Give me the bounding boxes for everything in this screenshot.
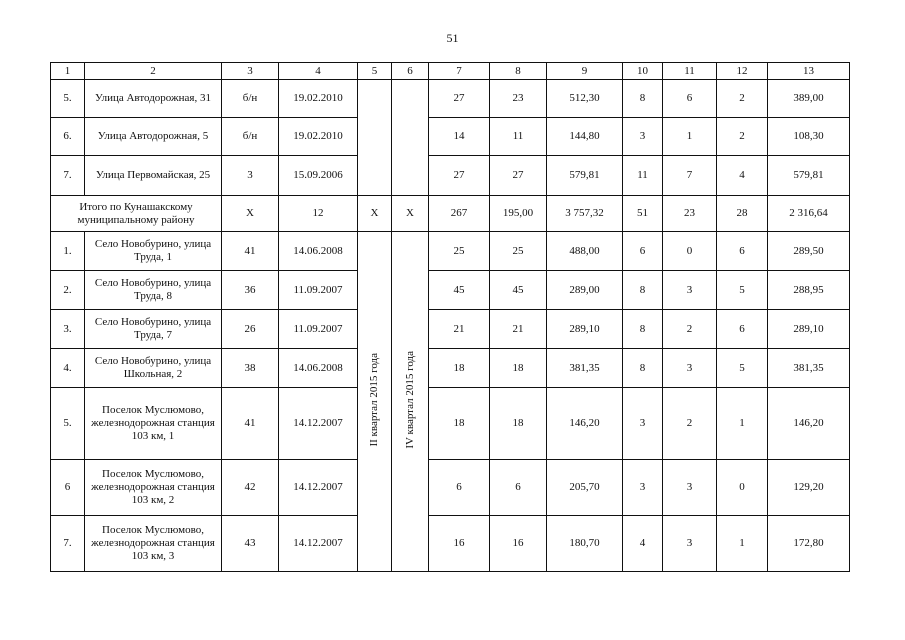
cell: 18 — [490, 388, 547, 460]
col-header: 11 — [663, 63, 717, 80]
cell: 27 — [429, 156, 490, 196]
table-row — [51, 271, 850, 310]
row-number: 5. — [51, 80, 85, 118]
cell: 16 — [490, 516, 547, 572]
address-cell: Село Новобурино, улица Школьная, 2 — [85, 349, 222, 388]
table-row — [51, 349, 850, 388]
row-number: 6 — [51, 460, 85, 516]
table-row — [51, 460, 850, 516]
date-cell: 15.09.2006 — [279, 156, 358, 196]
cell: 8 — [623, 80, 663, 118]
cell: 3 — [663, 349, 717, 388]
cell: 27 — [490, 156, 547, 196]
cell: 7 — [663, 156, 717, 196]
cell: 42 — [222, 460, 279, 516]
cell: Х — [358, 196, 392, 232]
col-header: 4 — [279, 63, 358, 80]
table-row — [51, 388, 850, 460]
cell: 579,81 — [547, 156, 623, 196]
cell: 289,10 — [768, 310, 850, 349]
address-cell: Село Новобурино, улица Труда, 1 — [85, 232, 222, 271]
cell: 108,30 — [768, 118, 850, 156]
date-cell: 11.09.2007 — [279, 271, 358, 310]
total-row — [51, 196, 850, 232]
address-cell: Улица Первомайская, 25 — [85, 156, 222, 196]
cell: 2 — [663, 310, 717, 349]
cell: 2 — [717, 118, 768, 156]
cell: б/н — [222, 118, 279, 156]
cell: 144,80 — [547, 118, 623, 156]
col-header: 8 — [490, 63, 547, 80]
cell: 289,00 — [547, 271, 623, 310]
col-header: 7 — [429, 63, 490, 80]
cell: 289,50 — [768, 232, 850, 271]
cell: 16 — [429, 516, 490, 572]
cell: 6 — [490, 460, 547, 516]
cell: 5 — [717, 271, 768, 310]
cell: Х — [392, 196, 429, 232]
cell: 18 — [429, 349, 490, 388]
date-cell: 14.06.2008 — [279, 349, 358, 388]
cell: 3 — [663, 271, 717, 310]
cell: 36 — [222, 271, 279, 310]
quarter-label: IV квартал 2015 года — [403, 350, 416, 449]
cell: 512,30 — [547, 80, 623, 118]
col-header: 12 — [717, 63, 768, 80]
empty-cell — [358, 80, 392, 196]
table-row — [51, 80, 850, 118]
quarter-cell-col6 — [392, 232, 429, 572]
cell: 18 — [429, 388, 490, 460]
cell: 6 — [663, 80, 717, 118]
cell: 38 — [222, 349, 279, 388]
cell: 4 — [623, 516, 663, 572]
table-row — [51, 118, 850, 156]
cell: 1 — [717, 388, 768, 460]
cell: 2 — [717, 80, 768, 118]
cell: 172,80 — [768, 516, 850, 572]
cell: 1 — [663, 118, 717, 156]
cell: 11 — [623, 156, 663, 196]
table-row — [51, 156, 850, 196]
cell: 3 — [623, 388, 663, 460]
cell: 146,20 — [768, 388, 850, 460]
table-row — [51, 310, 850, 349]
cell: 11 — [490, 118, 547, 156]
cell: 51 — [623, 196, 663, 232]
empty-cell — [392, 80, 429, 196]
address-cell: Село Новобурино, улица Труда, 7 — [85, 310, 222, 349]
cell: 3 — [222, 156, 279, 196]
cell: 12 — [279, 196, 358, 232]
cell: 5 — [717, 349, 768, 388]
cell: 21 — [429, 310, 490, 349]
cell: 180,70 — [547, 516, 623, 572]
cell: 0 — [663, 232, 717, 271]
cell: 195,00 — [490, 196, 547, 232]
col-header: 1 — [51, 63, 85, 80]
cell: б/н — [222, 80, 279, 118]
cell: 3 — [663, 460, 717, 516]
cell: 45 — [429, 271, 490, 310]
cell: 3 — [623, 118, 663, 156]
quarter-label: II квартал 2015 года — [368, 352, 380, 447]
cell: 488,00 — [547, 232, 623, 271]
cell: 23 — [490, 80, 547, 118]
cell: 129,20 — [768, 460, 850, 516]
cell: 389,00 — [768, 80, 850, 118]
quarter-cell-col5 — [358, 232, 392, 572]
cell: 289,10 — [547, 310, 623, 349]
date-cell: 14.12.2007 — [279, 460, 358, 516]
cell: 6 — [429, 460, 490, 516]
cell: 26 — [222, 310, 279, 349]
cell: 28 — [717, 196, 768, 232]
cell: 6 — [623, 232, 663, 271]
cell: 8 — [623, 349, 663, 388]
header-row — [51, 63, 850, 80]
total-label: Итого по Кунашакскому муниципальному району — [51, 196, 222, 232]
cell: 288,95 — [768, 271, 850, 310]
row-number: 7. — [51, 156, 85, 196]
housing-table — [50, 62, 850, 572]
address-cell: Село Новобурино, улица Труда, 8 — [85, 271, 222, 310]
cell: 23 — [663, 196, 717, 232]
col-header: 6 — [392, 63, 429, 80]
row-number: 2. — [51, 271, 85, 310]
cell: 205,70 — [547, 460, 623, 516]
table-row — [51, 232, 850, 271]
cell: 18 — [490, 349, 547, 388]
cell: 8 — [623, 271, 663, 310]
cell: 6 — [717, 232, 768, 271]
cell: 381,35 — [547, 349, 623, 388]
cell: 8 — [623, 310, 663, 349]
date-cell: 14.12.2007 — [279, 516, 358, 572]
col-header: 3 — [222, 63, 279, 80]
address-cell: Поселок Муслюмово, железнодорожная станция 103 км, 3 — [85, 516, 222, 572]
row-number: 5. — [51, 388, 85, 460]
date-cell: 11.09.2007 — [279, 310, 358, 349]
cell: 267 — [429, 196, 490, 232]
cell: 2 — [663, 388, 717, 460]
cell: 41 — [222, 388, 279, 460]
cell: 25 — [490, 232, 547, 271]
cell: 41 — [222, 232, 279, 271]
cell: 1 — [717, 516, 768, 572]
cell: 3 — [623, 460, 663, 516]
col-header: 5 — [358, 63, 392, 80]
cell: 3 — [663, 516, 717, 572]
cell: 2 316,64 — [768, 196, 850, 232]
cell: 43 — [222, 516, 279, 572]
row-number: 7. — [51, 516, 85, 572]
date-cell: 19.02.2010 — [279, 80, 358, 118]
date-cell: 14.06.2008 — [279, 232, 358, 271]
address-cell: Поселок Муслюмово, железнодорожная станция 103 км, 1 — [85, 388, 222, 460]
cell: 4 — [717, 156, 768, 196]
cell: 3 757,32 — [547, 196, 623, 232]
date-cell: 14.12.2007 — [279, 388, 358, 460]
cell: 21 — [490, 310, 547, 349]
cell: 146,20 — [547, 388, 623, 460]
cell: 25 — [429, 232, 490, 271]
address-cell: Улица Автодорожная, 5 — [85, 118, 222, 156]
cell: 579,81 — [768, 156, 850, 196]
col-header: 2 — [85, 63, 222, 80]
col-header: 10 — [623, 63, 663, 80]
row-number: 3. — [51, 310, 85, 349]
cell: Х — [222, 196, 279, 232]
cell: 45 — [490, 271, 547, 310]
col-header: 13 — [768, 63, 850, 80]
row-number: 6. — [51, 118, 85, 156]
address-cell: Поселок Муслюмово, железнодорожная станция 103 км, 2 — [85, 460, 222, 516]
cell: 14 — [429, 118, 490, 156]
cell: 0 — [717, 460, 768, 516]
row-number: 1. — [51, 232, 85, 271]
row-number: 4. — [51, 349, 85, 388]
page-number: 51 — [446, 31, 459, 45]
date-cell: 19.02.2010 — [279, 118, 358, 156]
cell: 6 — [717, 310, 768, 349]
table-row — [51, 516, 850, 572]
col-header: 9 — [547, 63, 623, 80]
cell: 27 — [429, 80, 490, 118]
cell: 381,35 — [768, 349, 850, 388]
address-cell: Улица Автодорожная, 31 — [85, 80, 222, 118]
